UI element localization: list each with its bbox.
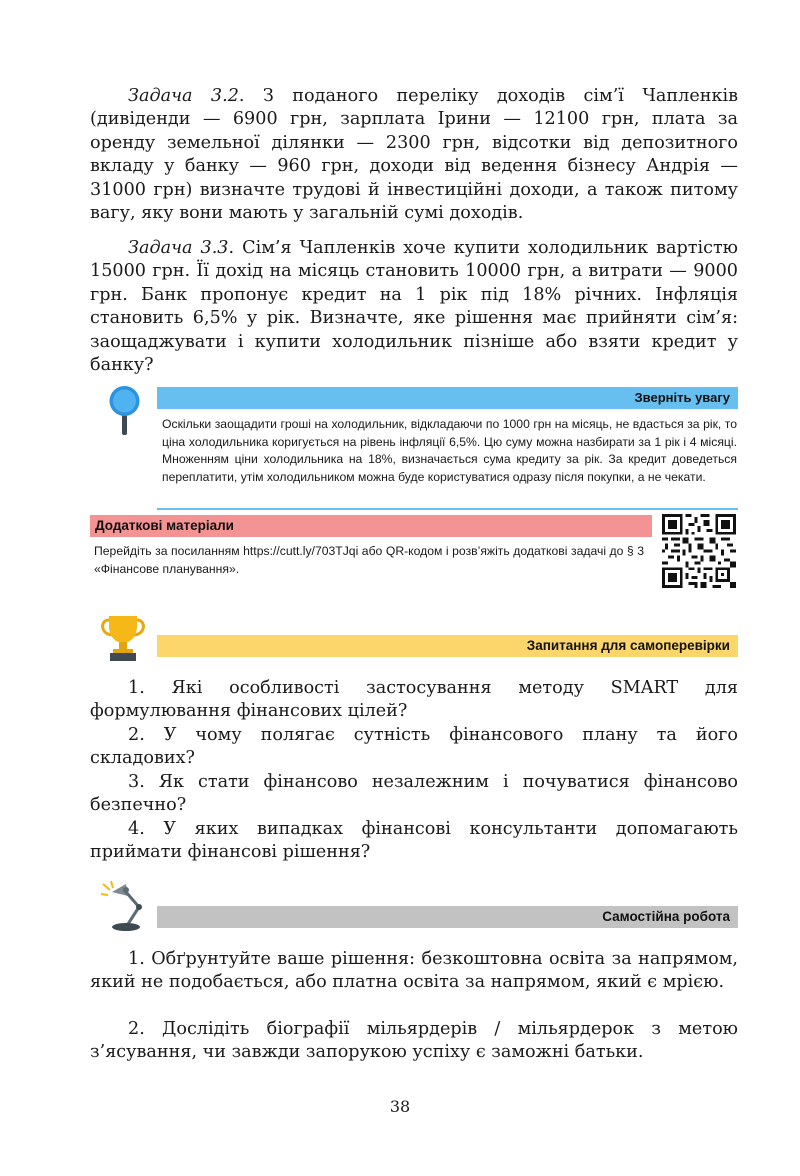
additional-title: Додаткові матеріали [95, 518, 234, 533]
task-3-3-label: Задача 3.3 [128, 238, 229, 258]
task-3-3 [90, 237, 738, 377]
self-check-question-3: 3. Як стати фінансово незалежним і почуватися фінансово безпечно? [90, 772, 738, 816]
note-divider [157, 508, 738, 510]
magnifier-icon [108, 385, 142, 437]
independent-task-2: 2. Дослідіть біографії мільярдерів / мільярдерок з метою з’ясування, чи завжди запорукою успіху є заможні батьки. [90, 1019, 738, 1063]
desk-lamp-icon [98, 880, 153, 932]
note-header [157, 387, 738, 409]
page-number: 38 [389, 1097, 411, 1116]
qr-code[interactable] [662, 514, 736, 588]
task-3-2 [90, 85, 738, 225]
additional-text: Перейдіть за посиланням https://cutt.ly/703TJqi або QR-кодом і розв’яжіть додаткові задачі до § 3 «Фінансове планування». [94, 544, 644, 576]
independent-title: Самостійна робота [602, 909, 730, 924]
task-3-2-label: Задача 3.2 [128, 86, 239, 106]
self-check-title: Запитання для самоперевірки [526, 638, 730, 653]
task-3-2-text: . З поданого переліку доходів сім’ї Чапленків (дивіденди — 6900 грн, зарплата Ірини — 12100 грн, плата за оренду земельної ділянки — 2300 грн, відсотки від депозитного вкладу у банку — 960 грн, доходи від ведення бізнесу Андрія — 31000 грн) визначте трудові й інвестиційні доходи, а також питому вагу, яку вони мають у загальній сумі доходів. [90, 86, 738, 224]
task-3-3-text: . Сім’я Чапленків хоче купити холодильник вартістю 15000 грн. Її дохід на місяць становить 10000 грн, а витрати — 9000 грн. Банк пропонує кредит на 1 рік під 18% річних. Інфляція становить 6,5% у рік. Визначте, яке рішення має прийняти сім’я: заощаджувати і купити холодильник пізніше або взяти кредит у банку? [90, 238, 738, 376]
note-title: Зверніть увагу [634, 390, 730, 405]
trophy-icon [98, 614, 148, 662]
independent-header [157, 906, 738, 928]
independent-task-1: 1. Обґрунтуйте ваше рішення: безкоштовна освіта за напрямом, який не подобається, або платна освіта за напрямом, який є мрією. [90, 949, 738, 993]
self-check-question-2: 2. У чому полягає сутність фінансового плану та його складових? [90, 725, 738, 769]
note-text: Оскільки заощадити гроші на холодильник, відкладаючи по 1000 грн на місяць, не вдасться за рік, то ціна холодильника коригується на рівень інфляції 6,5%. Цю суму можна назбирати за 1 рік і 4 місяці. Множенням ціни холодильника на 18%, визначається сума кредиту за рік. За кредит доведеться переплатити, утім холодильником можна буде користуватися одразу після покупки, а не чекати. [162, 417, 737, 484]
self-check-header [157, 635, 738, 657]
self-check-question-1: 1. Які особливості застосування методу SMART для формулювання фінансових цілей? [90, 678, 738, 722]
additional-header [90, 515, 652, 537]
self-check-question-4: 4. У яких випадках фінансові консультанти допомагають приймати фінансові рішення? [90, 819, 738, 863]
